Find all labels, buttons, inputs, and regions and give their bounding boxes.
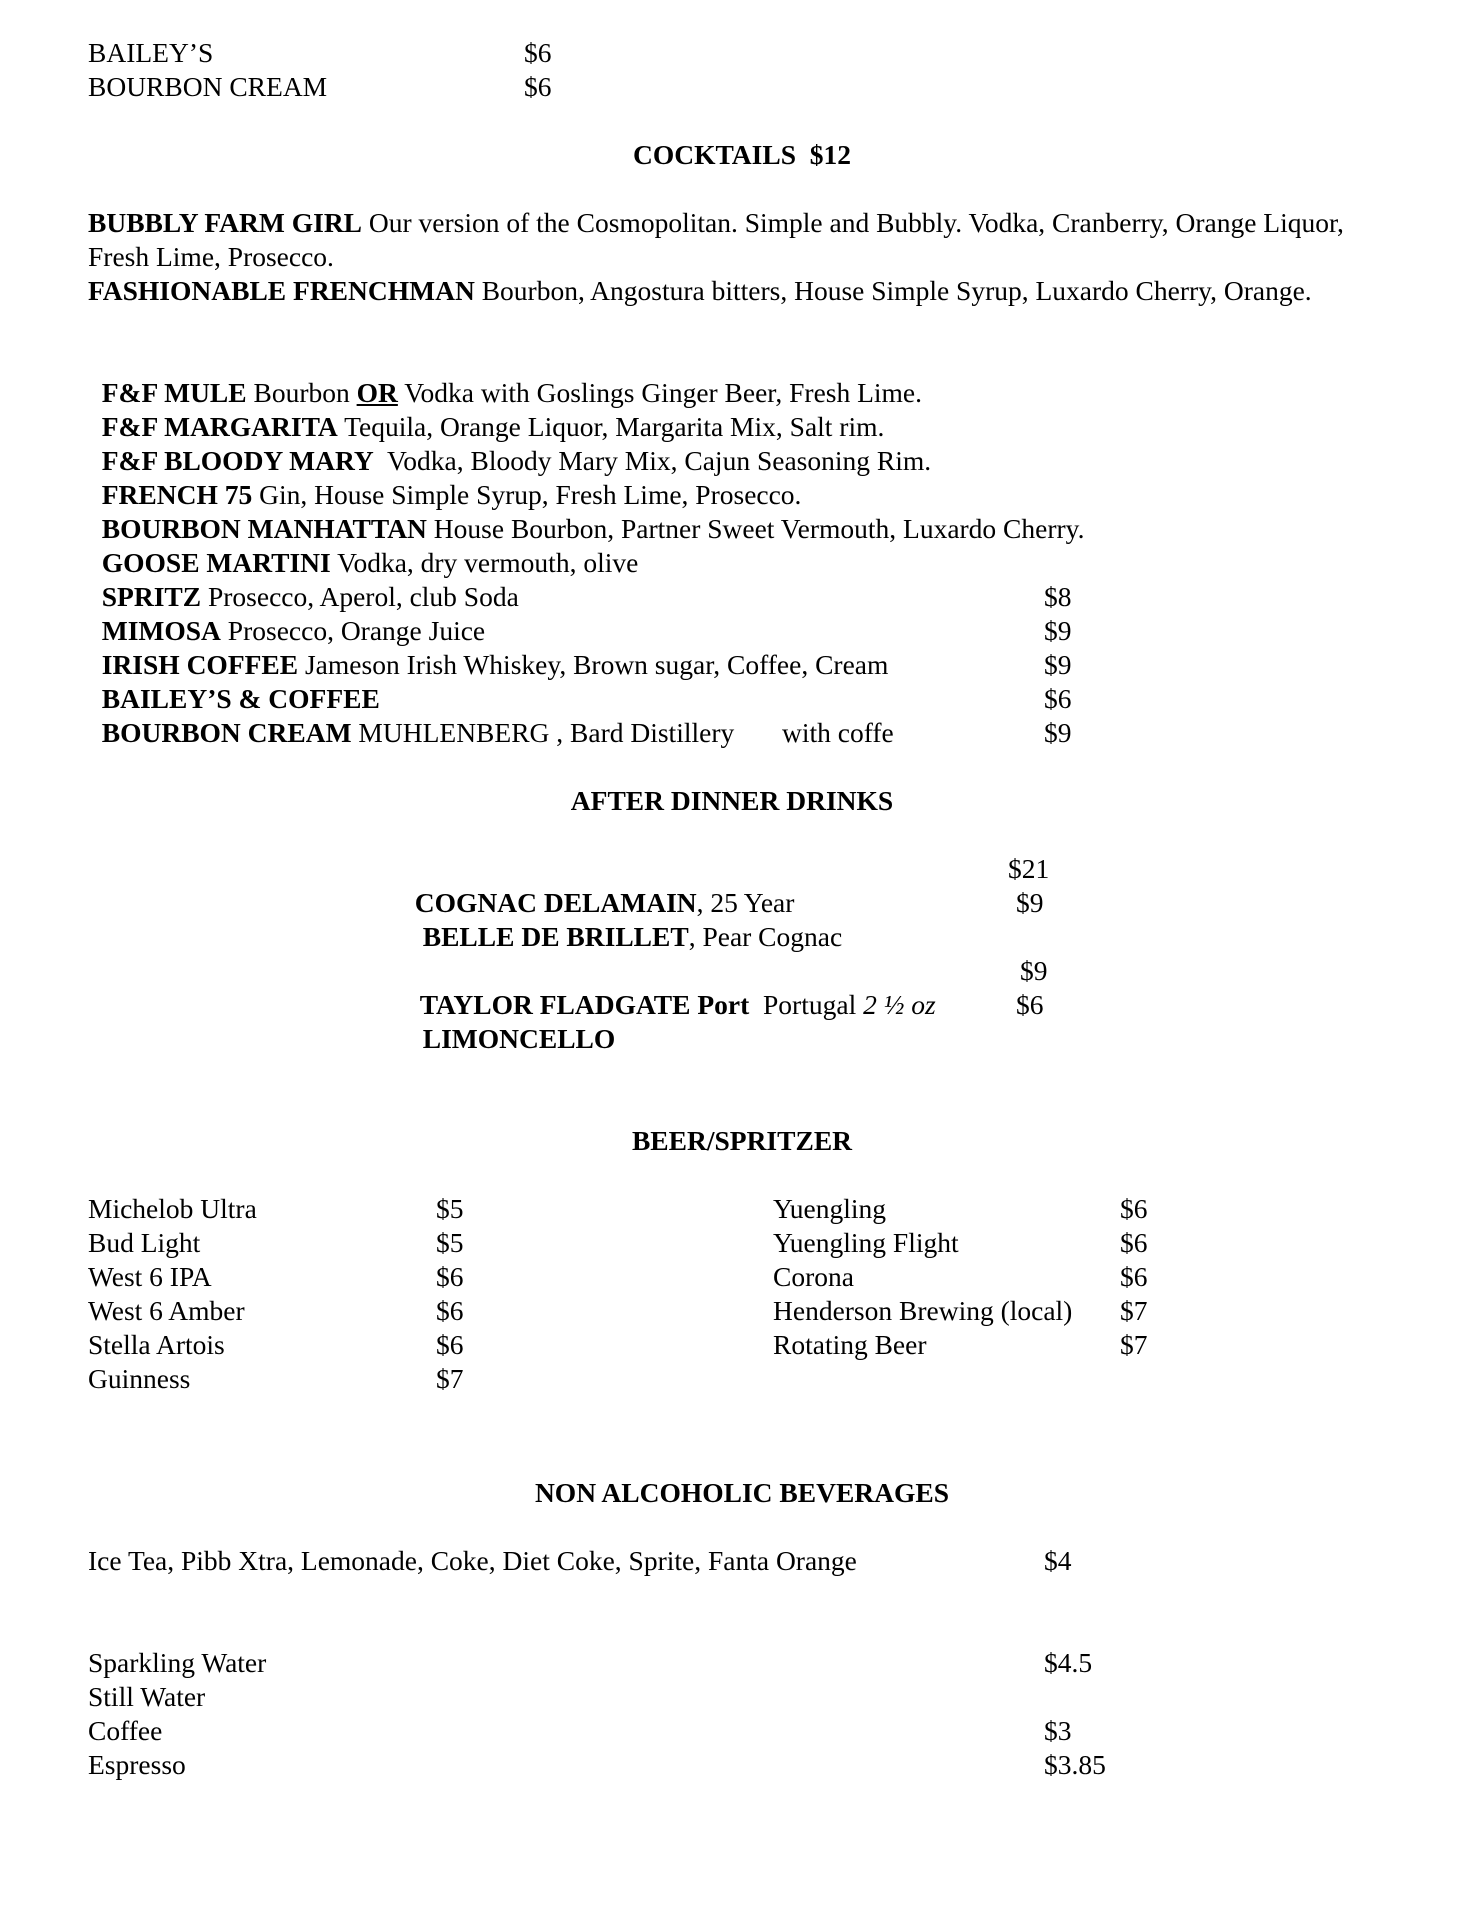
cocktail-desc: Tequila, Orange Liquor, Margarita Mix, Salt rim.	[337, 411, 885, 442]
cocktail-name: GOOSE MARTINI	[101, 547, 331, 578]
cocktail-price: $6	[1044, 683, 1072, 714]
cocktail-desc: MUHLENBERG , Bard Distillery	[351, 717, 735, 748]
cocktail-desc: Bourbon, Angostura bitters, House Simple Syrup, Luxardo Cherry, Orange.	[474, 275, 1312, 306]
top-item-name: BOURBON CREAM	[88, 71, 328, 102]
cocktail-item	[88, 274, 1388, 308]
after-dinner-item	[409, 886, 842, 954]
cocktail-item	[88, 206, 1388, 274]
after-dinner-price: $9	[1020, 955, 1048, 986]
soda-list: Ice Tea, Pibb Xtra, Lemonade, Coke, Diet Coke, Sprite, Fanta Orange	[88, 1545, 857, 1576]
cocktail-name: F&F MULE	[101, 377, 247, 408]
beer-name: Guinness	[88, 1363, 191, 1394]
non-alcoholic-name: Sparkling Water	[88, 1647, 267, 1678]
top-item-price: $6	[524, 37, 552, 68]
cocktail-desc: Jameson Irish Whiskey, Brown sugar, Coffee, Cream	[298, 649, 889, 680]
cocktail-desc: House Bourbon, Partner Sweet Vermouth, Luxardo Cherry.	[426, 513, 1085, 544]
beer-price: $6	[436, 1261, 464, 1292]
top-item-name: BAILEY’S	[88, 37, 214, 68]
after-dinner-desc: Portugal	[749, 989, 864, 1020]
cocktail-price: $9	[1044, 615, 1072, 646]
cocktails-heading: COCKTAILS $12	[633, 139, 851, 170]
after-dinner-name: TAYLOR FLADGATE Port	[419, 989, 750, 1020]
cocktail-name: IRISH COFFEE	[101, 649, 299, 680]
cocktail-desc: Bourbon	[246, 377, 357, 408]
cocktail-name: FASHIONABLE FRENCHMAN	[88, 275, 475, 306]
cocktail-desc: Vodka with Goslings Ginger Beer, Fresh Lime.	[397, 377, 923, 408]
after-dinner-desc: , Pear Cognac	[688, 921, 843, 952]
after-dinner-price: $21	[1008, 853, 1050, 884]
beer-price: $7	[1120, 1329, 1148, 1360]
cocktail-name: F&F BLOODY MARY	[101, 445, 374, 476]
cocktail-name: MIMOSA	[101, 615, 221, 646]
non-alcoholic-heading: NON ALCOHOLIC BEVERAGES	[534, 1477, 950, 1508]
cocktail-name: F&F MARGARITA	[101, 411, 338, 442]
after-dinner-name: LIMONCELLO	[422, 1023, 616, 1054]
cocktail-name: FRENCH 75	[101, 479, 253, 510]
cocktail-desc: Vodka, dry vermouth, olive	[330, 547, 639, 578]
beer-price: $6	[1120, 1261, 1148, 1292]
beer-name: Stella Artois	[88, 1329, 225, 1360]
cocktail-price: $9	[1044, 649, 1072, 680]
beer-price: $6	[436, 1329, 464, 1360]
non-alcoholic-price: $4.5	[1044, 1647, 1093, 1678]
beer-name: West 6 IPA	[88, 1261, 212, 1292]
beer-heading: BEER/SPRITZER	[631, 1125, 853, 1156]
non-alcoholic-name: Coffee	[88, 1715, 163, 1746]
non-alcoholic-name: Espresso	[88, 1749, 186, 1780]
beer-price: $6	[1120, 1227, 1148, 1258]
after-dinner-name: COGNAC DELAMAIN	[414, 887, 697, 918]
beer-price: $5	[436, 1227, 464, 1258]
soda-price: $4	[1044, 1545, 1072, 1576]
beer-name: Henderson Brewing (local)	[773, 1295, 1073, 1326]
after-dinner-desc: , 25 Year	[696, 887, 795, 918]
cocktail-name: BUBBLY FARM GIRL	[88, 207, 363, 238]
non-alcoholic-name: Still Water	[88, 1681, 206, 1712]
with-coffee-label: with coffe	[782, 717, 894, 748]
beer-price: $5	[436, 1193, 464, 1224]
beer-price: $7	[436, 1363, 464, 1394]
beer-name: West 6 Amber	[88, 1295, 245, 1326]
after-dinner-name: BELLE DE BRILLET	[422, 921, 689, 952]
non-alcoholic-price: $3.85	[1044, 1749, 1106, 1780]
cocktail-item	[88, 682, 734, 750]
beer-name: Corona	[773, 1261, 854, 1292]
beer-name: Michelob Ultra	[88, 1193, 257, 1224]
cocktail-desc: Prosecco, Aperol, club Soda	[201, 581, 519, 612]
cocktail-name: SPRITZ	[101, 581, 202, 612]
after-dinner-item	[409, 988, 615, 1056]
cocktail-desc: Gin, House Simple Syrup, Fresh Lime, Prosecco.	[252, 479, 802, 510]
cocktail-price: $8	[1044, 581, 1072, 612]
after-dinner-price: $6	[1016, 989, 1044, 1020]
cocktail-name: BOURBON CREAM	[101, 717, 352, 748]
beer-name: Rotating Beer	[773, 1329, 927, 1360]
beer-price: $6	[1120, 1193, 1148, 1224]
cocktail-name: BOURBON MANHATTAN	[101, 513, 427, 544]
cocktail-desc-or: OR	[356, 377, 398, 408]
after-dinner-heading: AFTER DINNER DRINKS	[570, 785, 894, 816]
cocktail-name: BAILEY’S & COFFEE	[101, 683, 380, 714]
non-alcoholic-price: $3	[1044, 1715, 1072, 1746]
after-dinner-price: $9	[1016, 887, 1044, 918]
beer-price: $6	[436, 1295, 464, 1326]
top-item-price: $6	[524, 71, 552, 102]
beer-name: Bud Light	[88, 1227, 201, 1258]
after-dinner-desc-italic: 2 ½ oz	[863, 989, 936, 1020]
cocktail-desc: Prosecco, Orange Juice	[220, 615, 486, 646]
beer-price: $7	[1120, 1295, 1148, 1326]
cocktail-desc: Vodka, Bloody Mary Mix, Cajun Seasoning Rim.	[373, 445, 932, 476]
beer-name: Yuengling Flight	[773, 1227, 959, 1258]
cocktail-desc: Our version of the Cosmopolitan. Simple and Bubbly. Vodka, Cranberry, Orange Liquor, Fresh Lime, Prosecco.	[88, 207, 1344, 272]
with-coffee-price: $9	[1044, 717, 1072, 748]
beer-name: Yuengling	[773, 1193, 887, 1224]
